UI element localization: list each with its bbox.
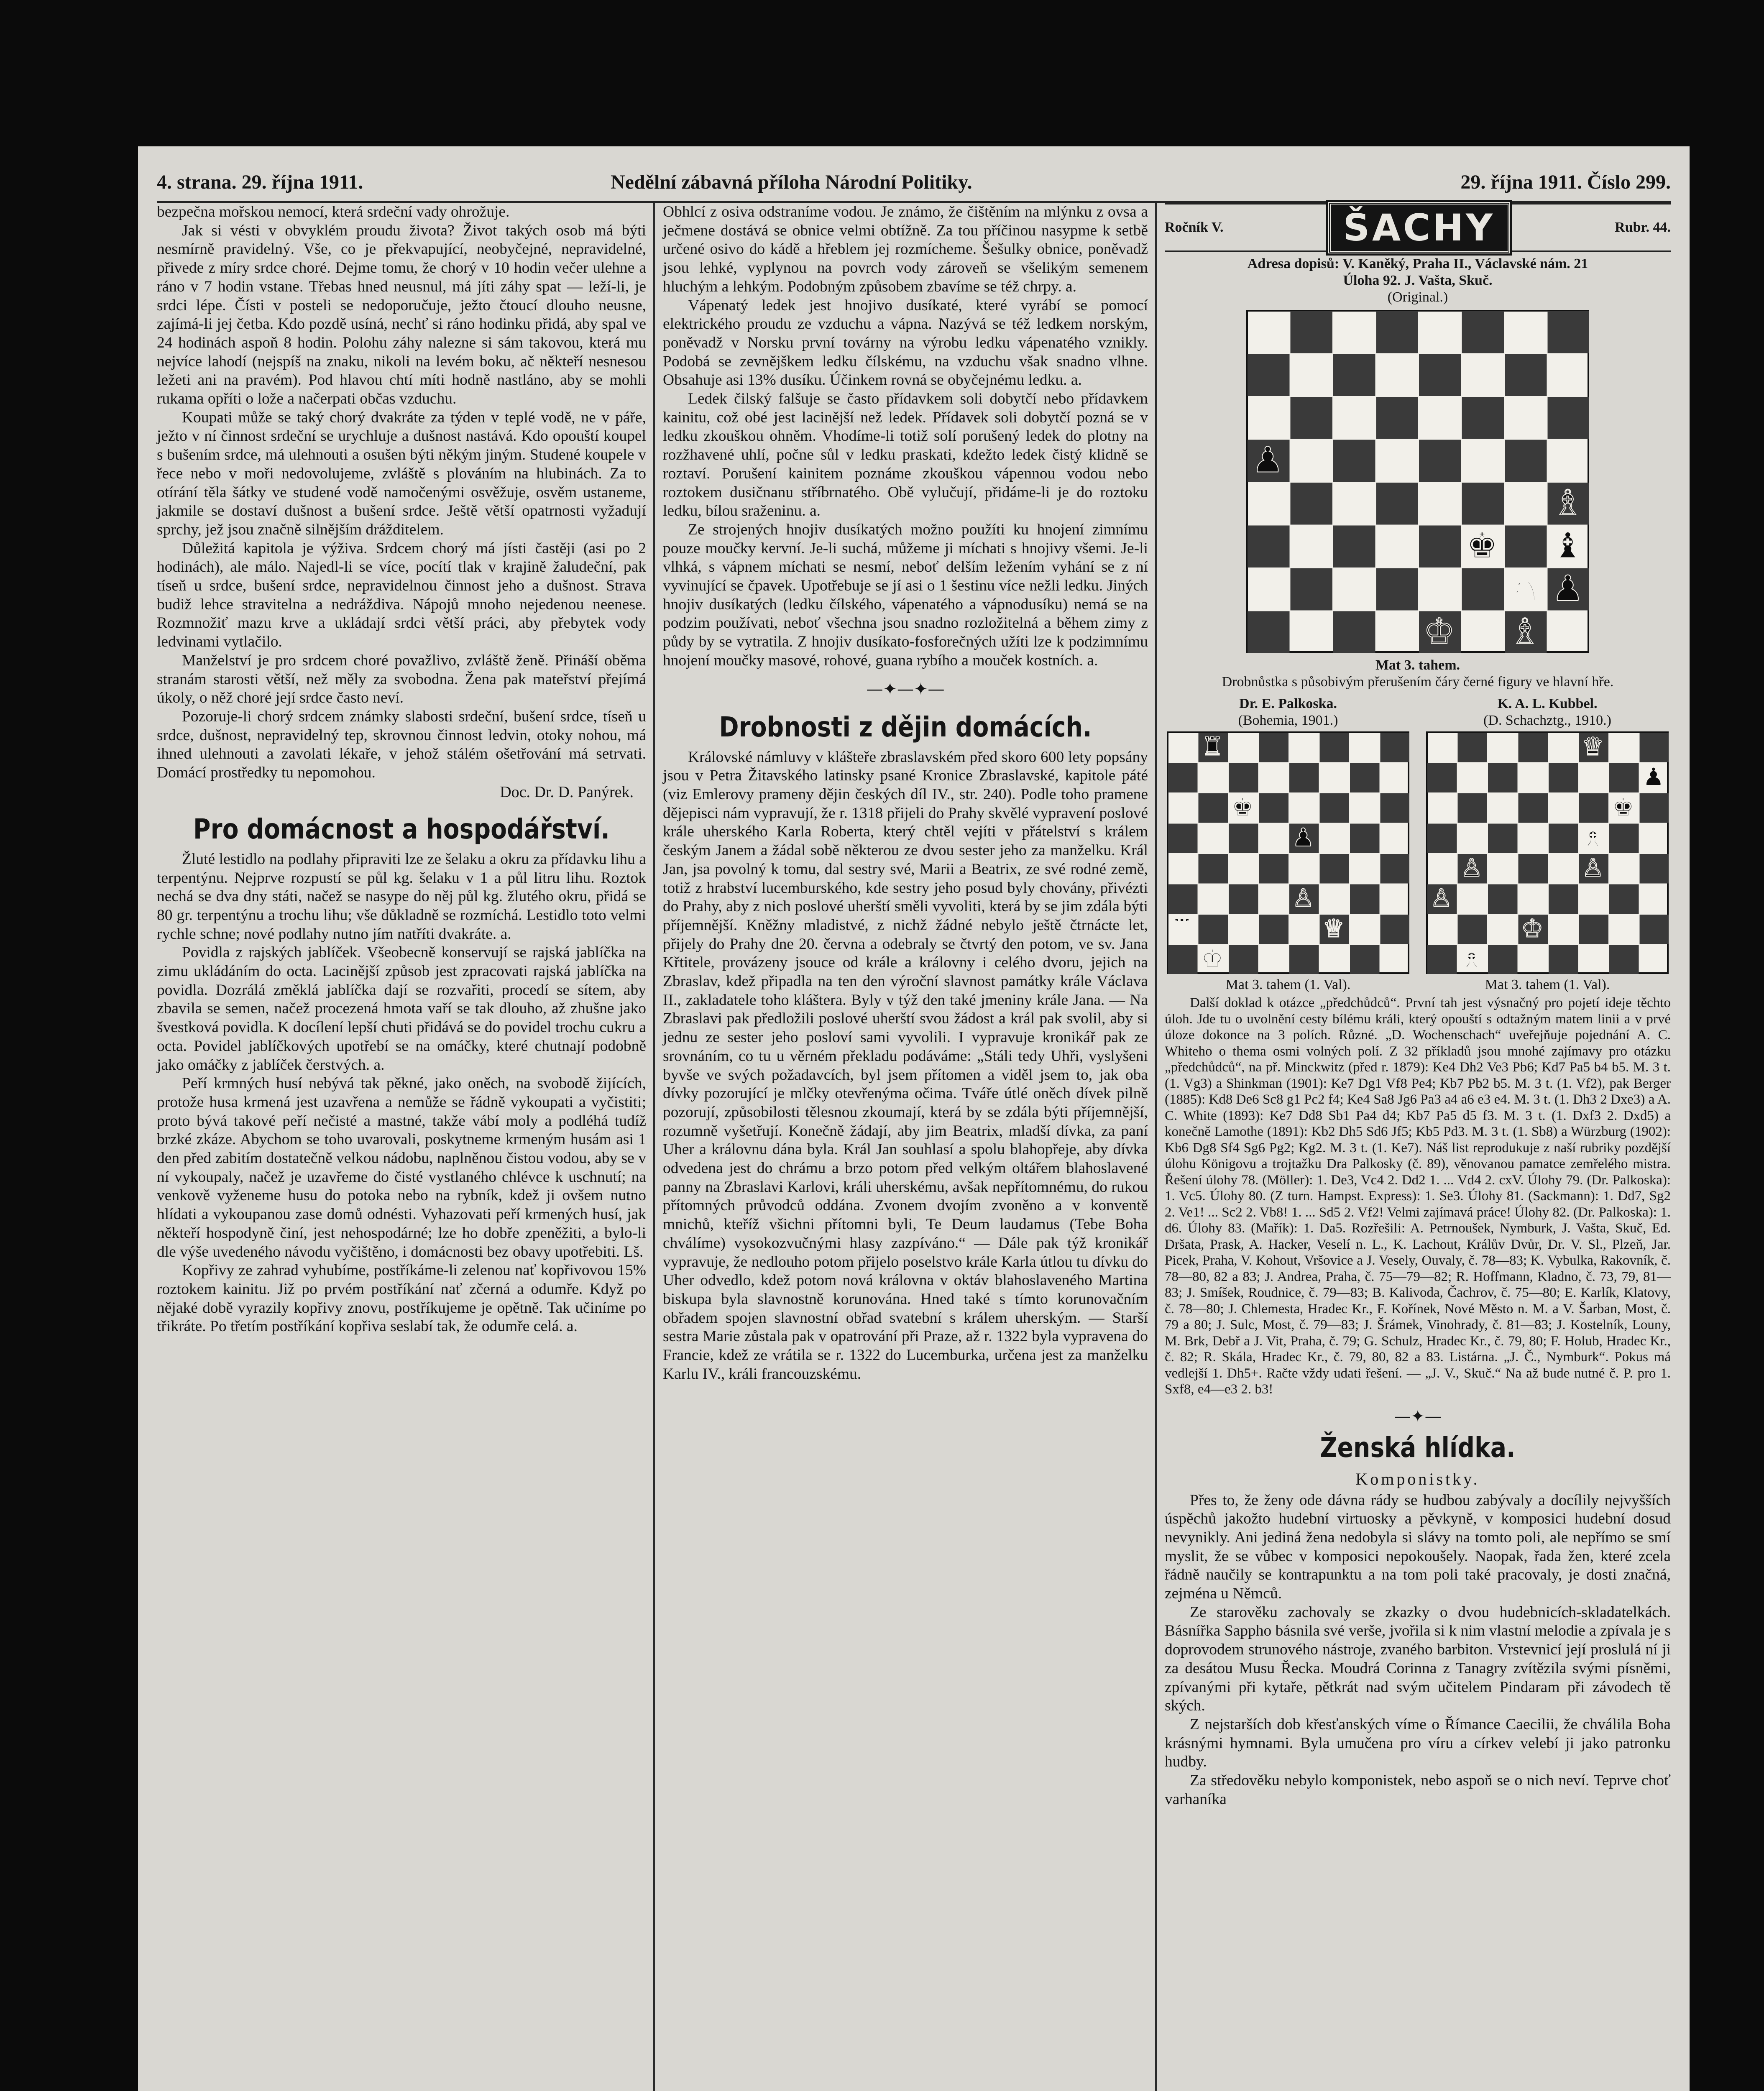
article-paragraph: Povidla z rajských jablíček. Všeobecně konservují se rajská jablíčka na zimu ukládáním do octa. Lacinější způsob jest zpracovati rajská jablíčka na povidla. Dozrálá změklá jablíčka dají se rozvařiti, procedí se sítem, aby zbavila se semen, načež procezená hmota vaří se tak dlouho, až zhušne jako švestková povidla. K docílení lepší chuti přidává se do povidel trochu cukru a octa. Povidel jablíčkových upotřebí se na omáčky, které chutnají podobně jako omáčky z jablíček čerstvých. a. [157, 944, 646, 1074]
section-heading-household: Pro domácnost a hospodářství. [193, 813, 610, 845]
chess-piece: ♚ [1231, 793, 1254, 822]
chess-piece: ♙ [1460, 854, 1483, 883]
problem-3-source: (D. Schachztg., 1910.) [1483, 713, 1611, 728]
chess-volume: Ročník V. [1165, 220, 1224, 235]
dark-square [1519, 854, 1548, 884]
chess-piece: ♟ [1252, 439, 1283, 481]
header-left: 4. strana. 29. října 1911. [157, 171, 363, 193]
problem-1-label: Úloha 92. J. Vašta, Skuč. [1343, 273, 1493, 288]
dark-square [1291, 568, 1333, 611]
column-2 [663, 203, 1148, 1383]
dark-square [1462, 483, 1504, 525]
dark-square [1548, 311, 1590, 353]
dark-square [1350, 945, 1380, 974]
dark-square [1427, 763, 1457, 793]
article-paragraph: Z nejstarších dob křesťanských víme o Římance Caecilii, že chválila Boha krásnými hymnami. Byla umučena pro víru a církev velebí ji jako patronku hudby. [1165, 1715, 1671, 1771]
column-1 [157, 203, 646, 1336]
dark-square [1381, 793, 1410, 823]
dark-square [1419, 526, 1461, 568]
problem-3-caption: Mat 3. tahem (1. Val). [1485, 977, 1610, 992]
dark-square [1289, 945, 1319, 974]
dark-square [1259, 733, 1289, 762]
dark-square [1640, 793, 1669, 823]
dark-square [1320, 854, 1350, 884]
dark-square [1248, 611, 1290, 653]
chess-address: Adresa dopisů: V. Kaněký, Praha II., Václavské nám. 21 [1247, 256, 1588, 271]
dark-square [1229, 824, 1258, 854]
dark-square [1291, 483, 1333, 525]
article-paragraph: bezpečna mořskou nemocí, která srdeční vady ohrožuje. [157, 203, 510, 220]
chess-piece: ♛ [1582, 732, 1604, 762]
dark-square [1640, 854, 1669, 884]
chess-piece: ♕ [1322, 914, 1345, 943]
dark-square [1289, 763, 1319, 793]
article-paragraph: Kopřivy ze zahrad vyhubíme, postříkáme-li zelenou nať kopřivovou 15% roztokem kainitu. Již po prvém postříkání nať zčerná a odumře. Když po nějaké době vyrazily kopřivy znovu, postříkujeme je opětně. Tak učiníme po třikráte. Po třetím postříkání kopřiva seslabí tak, že odumře celá. a. [157, 1262, 646, 1335]
dark-square [1549, 763, 1578, 793]
chess-board-problem-2 [1167, 731, 1409, 974]
dark-square [1519, 733, 1548, 762]
dark-square [1381, 733, 1410, 762]
dark-square [1168, 824, 1198, 854]
dark-square [1376, 483, 1419, 525]
dark-square [1168, 884, 1198, 914]
dark-square [1427, 824, 1457, 854]
article-paragraph: Důležitá kapitola je výživa. Srdcem chorý má jísti častěji (asi po 2 hodinách), ale málo. Najedl-li se více, pocítí tlak v krajině žaludeční, pak tíseň u srdce, bušení srdce, nepravidelnou činnost jeho a dušnost. Strava budiž lehce stravitelna a nedráždiva. Nápojů mnoho nejedenou neenese. Rozmnožiť mazu krve a ukládají srdci větší práci, aby přebytek vody ledvinami vytlačilo. [157, 539, 646, 651]
ornament-divider: —✦— [1394, 1406, 1442, 1426]
problem-note: Drobnůstka s působivým přerušením čáry černé figury ve hlavní hře. [1222, 674, 1614, 690]
chess-piece: ♙ [1292, 884, 1314, 913]
header-right: 29. října 1911. Číslo 299. [1460, 171, 1671, 193]
dark-square [1549, 945, 1578, 974]
article-paragraph: Žluté lestidlo na podlahy připraviti lze ze šelaku a okru za přídavku lihu a terpentýnu. Nejprve rozpustí se půl kg. šelaku v 1 a půl litru lihu. Roztok nechá se dva dny státi, načež se nasype do něj půl kg. žlutého okru, přidá se 80 gr. terpentýnu a trochu lihu; vše důkladně se rozmíchá. Lestidlo toto velmi rychle schne; nové podlahy nutno jím natříti dvakráte. a. [157, 850, 646, 943]
dark-square [1609, 824, 1639, 854]
chess-piece: ♖ [1171, 914, 1193, 943]
dark-square [1350, 884, 1380, 914]
article-paragraph: Manželství je pro srdcem choré považlivo, zvláště ženě. Přináší oběma stranám starosti větší, než měly za svobodna. Žena pak mateřství přejímá úkoly, o něž choré její srdce často neví. [157, 652, 646, 707]
section-heading-history: Drobnosti z dějin domácích. [719, 711, 1092, 743]
chess-rubric: Rubr. 44. [1615, 220, 1671, 235]
article-paragraph: Ze strojených hnojiv dusíkatých možno použíti ku hnojení zimnímu pouze moučky kervní. Je-li suchá, můžeme ji míchati s hnojivy všemi. Je-li vlhká, s vápnem míchati se nesmí, neboť delším ležením vyhání se z ní vyvinující se čpavek. Upotřebuje se jí asi o 1 šestinu více nežli ledku. Jiných hnojiv dusíkatých (ledku čílského, vápenatého a vápnodusíku) nemá se na podzim používati, neboť všechna jsou snadno rozložitelná a během zimy z půdy by se vytratila. Z hnojiv dusíkato-fosforečných užíti lze k podzimnímu hnojení moučky masové, rohové, guana rybího a mouček kostních. a. [663, 521, 1148, 669]
dark-square [1291, 397, 1333, 439]
dark-square [1199, 854, 1228, 884]
dark-square [1549, 824, 1578, 854]
article-paragraph: Obhlcí z osiva odstraníme vodou. Je známo, že čištěním na mlýnku z ovsa a ječmene dostává se obnice velmi obtížně. Za tou příčinou nasypme k setbě určené osivo do kádě a hřeblem jej rozmícheme. Šešulky obnice, poněvadž jsou lehké, vyplynou na povrch vody zároveň se všelikým semenem hluchým a lehkým. Podobným způsobem zbavíme se též chrpy. a. [663, 203, 1148, 295]
problem-2-author: Dr. E. Palkoska. [1239, 696, 1337, 711]
dark-square [1488, 824, 1518, 854]
dark-square [1259, 793, 1289, 823]
chess-piece: ♙ [1582, 854, 1604, 883]
chess-title: ŠACHY [1328, 202, 1510, 253]
chess-piece: ♝ [1552, 525, 1584, 566]
chess-piece: ♟ [1292, 823, 1314, 853]
chess-piece: ♗ [1460, 945, 1483, 974]
dark-square [1320, 793, 1350, 823]
dark-square [1505, 526, 1547, 568]
dark-square [1229, 945, 1258, 974]
dark-square [1505, 354, 1547, 396]
dark-square [1458, 793, 1488, 823]
dark-square [1609, 763, 1639, 793]
newspaper-page [138, 146, 1690, 2091]
header-center: Nedělní zábavná příloha Národní Politiky. [611, 171, 972, 193]
dark-square [1291, 311, 1333, 353]
dark-square [1458, 915, 1488, 944]
dark-square [1640, 915, 1669, 944]
dark-square [1199, 915, 1228, 944]
dark-square [1609, 884, 1639, 914]
problem-1-caption: Mat 3. tahem. [1375, 657, 1460, 673]
dark-square [1376, 397, 1419, 439]
section-subheading: Komponistky. [1355, 1469, 1480, 1488]
article-paragraph: Jak si vésti v obvyklém proudu života? Život takých osob má býti nesmírně pravidelný. Vše, co je překvapující, neobyčejné, nepravidelné, přivede z míry srdce choré. Dejme tomu, že chorý v 10 hodin večer ulehne a ráno v 7 hodin vstane. Třebas hned neusnul, má jíti záhy spat — leží-li, je srdci lépe. Čísti v posteli se nedoporučuje, ježto čtoucí dlouho neusne, zajímá-li jej četba. Kdo pozdě usíná, nechť si ráno hodinku přidá, aby spal ve 24 hodinách aspoň 8 hodin. Polohu záhy nalezne si sám takovou, která mu nejvíce lahodí (nejspíš na znaku, nikoli na levém boku, ač někteří nesnesou ležeti ani na pravém). Pod hlavou chtí míti hodně nastláno, aby se mohli rukama opříti o lože a načerpati občas vzduchu. [157, 222, 646, 408]
dark-square [1519, 793, 1548, 823]
chess-piece: ♔ [1521, 914, 1544, 943]
article-paragraph: Za středověku nebylo komponistek, nebo aspoň se o nich neví. Teprve choť varhaníka [1165, 1772, 1671, 1808]
problem-2-caption: Mat 3. tahem (1. Val). [1225, 977, 1351, 992]
dark-square [1168, 945, 1198, 974]
dark-square [1381, 854, 1410, 884]
problem-3-author: K. A. L. Kubbel. [1497, 696, 1598, 711]
section-heading-womens: Ženská hlídka. [1320, 1431, 1516, 1464]
dark-square [1488, 945, 1518, 974]
dark-square [1579, 915, 1609, 944]
article-paragraph: Peří krmných husí nebývá tak pěkné, jako oněch, na svobodě žijících, protože husa krmená jest uzavřena a nemůže se řádně vykoupati a vyčistiti; proto bývá takové peří nečisté a mastné, takže vábí moly a podléhá tudíž brzké zkáze. Abychom se toho uvarovali, poskytneme krmeným husám asi 1 den před zabitím dostatečně velkou nádobu, naplněnou čistou vodou, aby se v ní vykoupaly, načež je uzavřeme do čisté vystlaného chlévce k uschnutí; na venkově vyženeme husu do potoka nebo na rybník, kdež ji ovšem nutno hlídati a vykoupanou zase domů odnésti. Vyhazovati peří krmených husí, jak někteří hospodyně činí, jest nehospodárné; lze ho dobře zpeněžiti, a bylo-li dle výše uvedeného návodu vyčištěno, i domácnosti bez obavy upotřebiti. Lš. [157, 1075, 646, 1260]
dark-square [1248, 526, 1290, 568]
chess-piece: ♗ [1552, 482, 1584, 523]
dark-square [1640, 733, 1669, 762]
article-paragraph: Koupati může se taký chorý dvakráte za týden v teplé vodě, ne v páře, ježto v ní činnost srdeční se urychluje a dušnost nastává. Kdo opouští koupel s bušením srdce, má ulehnouti a osušen býti někým jiným. Studené koupele v řece nebo v moři nedovolujeme, zvláště s plováním na hlubinách. Za to otírání těla šátky ve studené vodě namočenými osvěžuje, osvěm ustaneme, jakmile se dostaví dušnost a bušení srdce. Ještě větší opatrnosti vyžadují sprchy, jež jsou značně silnějším drážditelem. [157, 409, 646, 538]
chess-piece: ♗ [1582, 823, 1604, 853]
dark-square [1333, 611, 1375, 653]
dark-square [1609, 945, 1639, 974]
article-paragraph: Ze starověku zachovaly se zkazky o dvou hudebnicích-skladatelkách. Básnířka Sappho básnila své verše, jvořila si k nim vlastní melodie a zpívala je s doprovodem strunového nástroje, zvaného barbiton. Vrstevnicí její proslulá ní ji za desátou Musu Řecka. Moudrá Corinna z Tanagry zvítězila svými písněmi, zpívanými při kytaře, pětkrát nad svým učitelem Pindaram při závodech tě ských. [1165, 1603, 1671, 1715]
dark-square [1462, 568, 1504, 611]
dark-square [1462, 397, 1504, 439]
dark-square [1333, 440, 1375, 482]
chess-piece: ♚ [1466, 525, 1498, 566]
ornament-divider: —✦—✦— [866, 679, 945, 699]
chess-piece: ♔ [1423, 611, 1455, 652]
chess-piece: ♘ [1509, 567, 1541, 609]
dark-square [1419, 440, 1461, 482]
chess-piece: ♙ [1430, 884, 1452, 913]
dark-square [1579, 793, 1609, 823]
dark-square [1548, 397, 1590, 439]
dark-square [1462, 311, 1504, 353]
dark-square [1549, 884, 1578, 914]
chess-piece: ♗ [1509, 611, 1541, 652]
chess-piece: ♟ [1552, 567, 1584, 609]
dark-square [1350, 824, 1380, 854]
chess-board-problem-1 [1246, 310, 1589, 653]
column-3 [1165, 203, 1671, 1809]
dark-square [1259, 915, 1289, 944]
chess-masthead [1165, 203, 1671, 252]
dark-square [1376, 311, 1419, 353]
dark-square [1199, 793, 1228, 823]
page-header [157, 167, 1671, 203]
chess-piece: ♟ [1642, 763, 1665, 792]
problem-2-source: (Bohemia, 1901.) [1238, 713, 1338, 728]
dark-square [1259, 854, 1289, 884]
dark-square [1350, 763, 1380, 793]
dark-square [1320, 733, 1350, 762]
article-paragraph: Královské námluvy v klášteře zbraslavském před skoro 600 lety popsány jsou v Petra Žitavského latinsky psané Kronice Zbraslavské, kapitole páté (viz Emlerovy prameny dějin českých díl IV., str. 240). Podle toho pramene dějepisci nám vypravují, že r. 1318 přijeli do Prahy skvělé vypravení poslové krále uherského Karla Roberta, který chtěl vejíti v přátelství s králem českým Janem a žádal sobě některou ze dvou sester jeho za manželku. Král Jan, jsa povolný k tomu, dal sestry své, Marii a Beatrix, ze své rodné země, totiž z hrabství lucemburského, kde sestry jeho posud byly chovány, přivézti do Prahy, aby z nich poslové uherští směli vyvoliti, která by se jim zdála býti příjemnější. Kněžny mladistvé, z nichž žádné nebylo ještě čtrnácte let, přijely do Prahy dne 20. června a odebraly se čtvrtý den potom, ve sv. Jana Křtitele, provázeny jsouce od krále a královny i celého dvoru, jejich na Zbraslav, kdež připadla na ten den výroční slavnost památky krále Václava II., zakladatele toho kláštera. Byly v týž den také jmeniny krále Jana. — Na Zbraslavi pak předložili poslové uherští svou žádost a král pak svolil, aby si jednu ze sester jeho posloví sami vyvolili. I vypravuje kronikář pak ze srovnáním, co tu u věrném překladu podáváme: „Stáli tedy Uhři, vyslyšeni byvše ve svých požadavcích, byl jsem přítomen a viděl jsem to, jak oba dívky pozorující je mlčky otevřenýma očima. Tváře útlé oněch dívek pilně pozorují, způsobilosti tělesnou zkoumají, která by se zdála býti příjemnější, rozumně vyšetřují. Konečně žádají, aby jim Beatrix, mladší dívka, za paní Uher a královnu dána byla. Král Jan souhlasí a spolu blahopřeje, aby dívka odvedena jest do chrámu a brzo potom před velkým oltářem blahoslavené panny na Zbraslavi Karlovi, králi uherskému, avšak nepřítomnému, do rukou přítomných průvodců oddána. Zvonem dvojím zvoněno a v konventě mnichů, kteříž všichni přítomni byli, Te Deum laudamus (Tebe Boha chválíme) vysokozvučnými hlasy zazpíváno.“ — Dále pak týž kronikář vypravuje, že nedlouho potom přijelo poselstvo krále Karla útlou tu dívku do Uher odvedlo, kdež potom nová královna v oktáv blahoslaveného Martina biskupa byla slavnostně korunována. Hned také s tímto korunovačním obřadem spojen slavnostní obřad svatební s králem uherským. — Starší sestra Marie zůstala pak v opatrování při Praze, až r. 1322 byla vypravena do Francie, kdež ze vrátila se r. 1322 do Lucemburka, určena jest za manželku Karlu IV., králi francouzskému. [663, 748, 1148, 1383]
problem-1-sub: (Original.) [1387, 289, 1448, 305]
dark-square [1505, 440, 1547, 482]
article-signature: Doc. Dr. D. Panýrek. [500, 783, 634, 801]
dark-square [1381, 915, 1410, 944]
column-divider [653, 203, 655, 2091]
dark-square [1419, 354, 1461, 396]
dark-square [1168, 763, 1198, 793]
dark-square [1376, 568, 1419, 611]
article-paragraph: Vápenatý ledek jest hnojivo dusíkaté, které vyrábí se pomocí elektrického proudu ze vzduchu a vápna. Nazývá se též ledkem norským, poněvadž v Norsku první továrny na výrobu ledku vápenatého vznikly. Podobá se zevnějškem ledku čílskému, na vzduchu však snadno vlhne. Obsahuje asi 13% dusíku. Účinkem rovná se obyčejnému ledku. a. [663, 297, 1148, 389]
article-paragraph: Ledek čilský falšuje se často přídavkem soli dobytčí nebo přídavkem kainitu, což obé jest lacinější než ledek. Přídavek soli dobytčí pozná se v ledku zkouškou ohněm. Vhodíme-li totiž solí porušený ledek do plotny na rozžhavené uhlí, počne sůl v ledku praskati, kdežto ledek čistý klidně se roztaví. Porušení kainitem poznáme zkouškou vápennou vodou nebo roztokem dusičnanu stříbrnatého. Obě vylučují, přidáme-li je do roztoku ledku, bílou sraženinu. a. [663, 390, 1148, 520]
article-paragraph: Přes to, že ženy ode dávna rády se hudbou zabývaly a docílily nejvyšších úspěchů jakožto hudební virtuosky a pěvkyně, v komposici hudební dosud nevynikly. Ani jediná žena nedobyla si slávy na tomto poli, ale nepřímo se smí myslit, že se vůbec v komposici nepokoušely. Naopak, řada žen, které zcela řádně naučily se kontrapunktu a na tom poli také pracovaly, je dosti značná, zejména u Němců. [1165, 1491, 1671, 1603]
chess-piece: ♔ [1201, 945, 1224, 974]
chess-piece: ♚ [1612, 793, 1634, 822]
dark-square [1333, 526, 1375, 568]
dark-square [1488, 884, 1518, 914]
dark-square [1333, 354, 1375, 396]
dark-square [1229, 884, 1258, 914]
chess-piece: ♜ [1201, 732, 1224, 762]
dark-square [1229, 763, 1258, 793]
article-paragraph: Pozoruje-li chorý srdcem známky slabosti srdeční, bušení srdce, tíseň u srdce, dušnost, nepravidelný tep, skrovnou činnost ledvin, otoky nohou, má ihned ulehnouti a zavolati lékaře, v jehož stálém ošetřování má setrvati. Domácí prostředky tu nepomohou. [157, 708, 646, 782]
dark-square [1488, 763, 1518, 793]
column-divider [1155, 203, 1157, 2091]
dark-square [1248, 354, 1290, 396]
chess-board-problem-3 [1426, 731, 1669, 974]
dark-square [1458, 733, 1488, 762]
dark-square [1427, 945, 1457, 974]
chess-text: Další doklad k otázce „předchůdců“. První tah jest výsnačný pro pojetí ideje těchto úloh. Jde tu o uvolnění cesty bílému králi, který opouští s odtažným matem linii a v prvé úloze dokonce na 3 polích. Různé. „D. Wochenschach“ uveřejňuje pojednání A. C. Whiteho o thema osmi volných polí. Z 32 příkladů jsou mnohé zajímavy pro otázku „předchůdců“, na př. Minckwitz (před r. 1879): Ke4 Dh2 Ve3 Pb6; Kd7 Pa5 b4 b5. M. 3 t. (1. Vg3) a Shinkman (1901): Ke7 Dg1 Vf8 Pe4; Kb7 Pb2 b5. M. 3 t. (1. Vf2), pak Berger (1885): Kd8 De6 Sc8 g1 Pc2 f4; Ke4 Sa8 Jg6 Pa3 a4 a6 e3 e4. M. 3 t. (1. Dh3 2 Dxe3) a A. C. White (1893): Ke7 Dd8 Sb1 Pa4 d4; Kb7 Pa5 d5 f3. M. 3 t. (1. Dxf3 2. Dxd5) a konečně Lamothe (1891): Kb2 Dh5 Sd6 Jf5; Kb5 Pd3. M. 3 t. (1. Sb8) a Würzburg (1902): Kb6 Dg8 Sf4 Sg6 Pg2; Kg2. M. 3 t. (1. Ke7). Náš list reprodukuje z naší rubriky pozdější úlohu Königovu a trojtažku Dra Palkosky (č. 89), věnovanou pamatce zemřelého mistra. Řešení úlohy 78. (Möller): 1. De3, Vc4 2. Dd2 1. ... Vd4 2. cxV. Úlohy 79. (Dr. Palkoska): 1. Vc5. Úlohy 80. (Z turn. Hampst. Express): 1. Se3. Úlohy 81. (Sackmann): 1. Dd7, Sg2 2. Ve1! ... Sc2 2. Vb8! 1. ... Sd5 2. Vf2! Velmi zajímavá práce! Úlohy 82. (Dr. Palkoska): 1. d6. Úlohy 83. (Mařík): 1. Da5. Rozřešili: A. Petrnoušek, Nymburk, J. Vašta, Skuč, Ed. Dršata, Prask, A. Hacker, Veselí n. L., K. Lachout, Králův Dvůr, Dr. V. Sl., Plzeň, Jar. Picek, Praha, V. Kohout, Vršovice a J. Vesely, Ouvaly, č. 78—83; K. Vybulka, Rakovník, č. 78—80, 82 a 83; J. Andrea, Praha, č. 75—79—82; R. Hoffmann, Kladno, č. 73, 79, 81—83; J. Smíšek, Roudnice, č. 79—83; B. Kalivoda, Čachrov, č. 75—80; E. Karlík, Klatovy, č. 78—80; J. Chlemesta, Hradec Kr., F. Kořínek, Nové Město n. M. a V. Šarban, Most, č. 79 a 80; J. Sulc, Most, č. 79—83; J. Šrámek, Vinohrady, č. 81—83; J. Kostelník, Louny, M. Brk, Debř a J. Vit, Praha, č. 79; G. Schulz, Hradec Kr., č. 79, 80; F. Holub, Hradec Kr., č. 82; R. Skála, Hradec Kr., č. 79, 80, 82 a 83. Listárna. „J. Č., Nymburk“. Pokus má vedlejší 1. Dh5+. Račte vždy udati řešení. — „J. V., Skuč.“ Na až bude nutné č. P. pro 1. Sxf8, e4—e3 2. b3! [1165, 995, 1671, 1397]
